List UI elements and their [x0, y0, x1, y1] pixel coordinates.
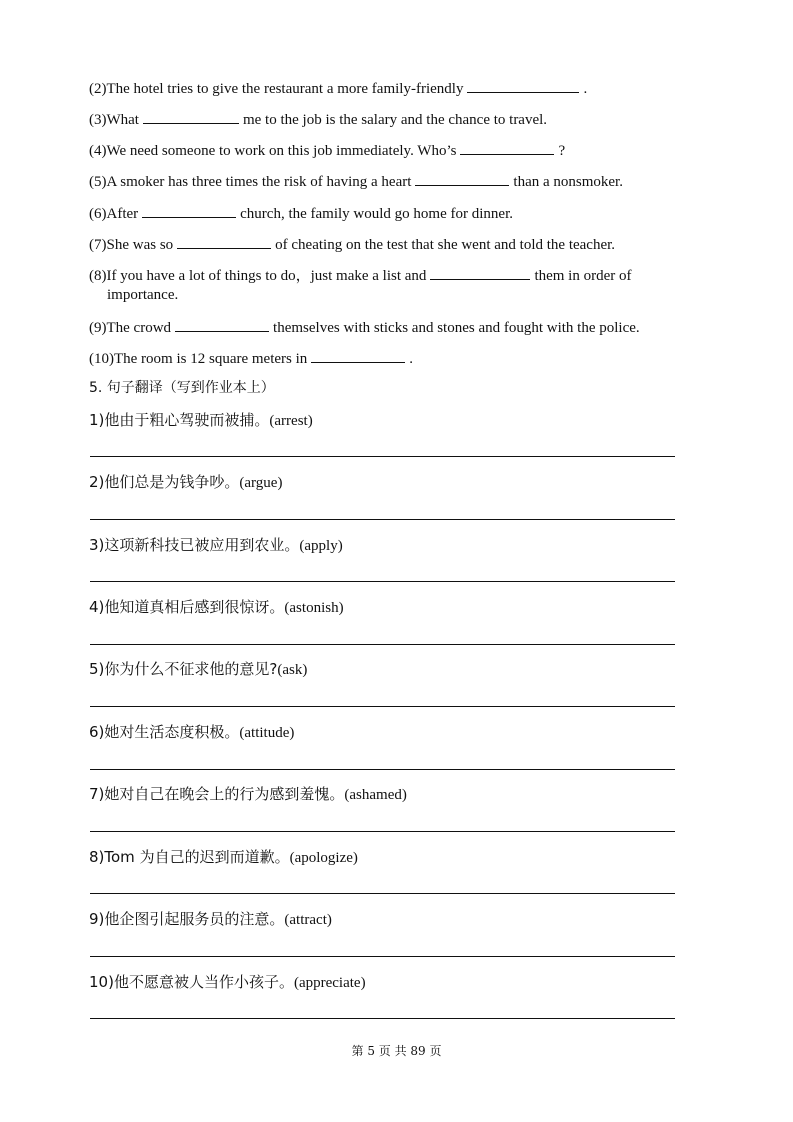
translation-prompt: 7)她对自己在晚会上的行为感到羞愧。 — [89, 785, 345, 803]
answer-line[interactable] — [90, 581, 675, 582]
translation-item-9 — [89, 910, 332, 929]
answer-line[interactable] — [90, 956, 675, 957]
answer-blank[interactable] — [415, 171, 509, 186]
answer-line[interactable] — [90, 706, 675, 707]
answer-line[interactable] — [90, 644, 675, 645]
translation-item-10 — [89, 973, 366, 992]
blank-item-8-continuation: importance. — [107, 287, 179, 303]
translation-item-6 — [89, 723, 294, 742]
blank-item-6 — [89, 203, 513, 223]
blank-item-10 — [89, 348, 413, 368]
answer-line[interactable] — [90, 519, 675, 520]
translation-prompt: 2)他们总是为钱争吵。 — [89, 473, 240, 491]
item-text-before: (4)We need someone to work on this job immediately. Who’s — [89, 143, 457, 159]
answer-blank[interactable] — [467, 78, 579, 93]
answer-line[interactable] — [90, 456, 675, 457]
translation-hint: (apologize) — [289, 850, 358, 866]
item-text-after: than a nonsmoker. — [513, 174, 623, 190]
item-text-before: (3)What — [89, 112, 139, 128]
blank-item-4 — [89, 140, 565, 160]
translation-item-1 — [89, 411, 313, 430]
translation-prompt: 4)他知道真相后感到很惊讶。 — [89, 598, 285, 616]
translation-prompt: 6)她对生活态度积极。 — [89, 723, 240, 741]
item-text-after: me to the job is the salary and the chance to travel. — [242, 112, 548, 128]
answer-blank[interactable] — [142, 203, 236, 218]
item-text-after: ? — [558, 143, 566, 159]
blank-item-8 — [89, 265, 632, 285]
item-text-before: (10)The room is 12 square meters in — [89, 351, 308, 367]
translation-item-5 — [89, 660, 307, 679]
item-text-after: of cheating on the test that she went and told the teacher. — [275, 237, 616, 253]
item-text-after: . — [583, 81, 588, 97]
item-text-after: church, the family would go home for dinner. — [240, 206, 513, 222]
translation-prompt: 1)他由于粗心驾驶而被捕。 — [89, 411, 270, 429]
translation-hint: (apply) — [299, 538, 343, 554]
translation-hint: (ask) — [277, 662, 308, 678]
blank-item-7 — [89, 234, 615, 254]
answer-blank[interactable] — [175, 317, 269, 332]
answer-line[interactable] — [90, 831, 675, 832]
translation-hint: (argue) — [239, 475, 283, 491]
translation-item-8 — [89, 848, 358, 867]
translation-hint: (attitude) — [239, 725, 295, 741]
translation-prompt: 10)他不愿意被人当作小孩子。 — [89, 973, 294, 991]
translation-item-3 — [89, 536, 343, 555]
page-footer: 第 5 页 共 89 页 — [351, 1044, 442, 1058]
translation-hint: (ashamed) — [344, 787, 407, 803]
answer-blank[interactable] — [311, 348, 405, 363]
translation-hint: (attract) — [284, 912, 332, 928]
answer-line[interactable] — [90, 1018, 675, 1019]
answer-blank[interactable] — [430, 265, 530, 280]
translation-hint: (appreciate) — [293, 975, 366, 991]
answer-blank[interactable] — [143, 109, 239, 124]
translation-prompt: 9)他企图引起服务员的注意。 — [89, 910, 285, 928]
blank-item-9 — [89, 317, 640, 337]
answer-line[interactable] — [90, 893, 675, 894]
item-text-after: themselves with sticks and stones and fought with the police. — [273, 320, 640, 336]
item-text-before: (7)She was so — [89, 237, 174, 253]
blank-item-2 — [89, 78, 587, 98]
item-text-after: . — [409, 351, 414, 367]
item-text-before: (9)The crowd — [89, 320, 172, 336]
item-text-before: (2)The hotel tries to give the restaurant a more family-friendly — [89, 81, 464, 97]
blank-item-5 — [89, 171, 623, 191]
translation-item-4 — [89, 598, 344, 617]
translation-prompt: 3)这项新科技已被应用到农业。 — [89, 536, 300, 554]
answer-line[interactable] — [90, 769, 675, 770]
blank-item-3 — [89, 109, 547, 129]
item-text-before: (5)A smoker has three times the risk of having a heart — [89, 174, 412, 190]
section-title: 5. 句子翻译（写到作业本上） — [89, 380, 275, 396]
translation-prompt: 8)Tom 为自己的迟到而道歉。 — [89, 848, 290, 866]
translation-hint: (astonish) — [284, 600, 344, 616]
item-text-before: (6)After — [89, 206, 139, 222]
item-text-before: (8)If you have a lot of things to do，just make a list and — [89, 268, 427, 284]
item-text-after: them in order of — [534, 268, 632, 284]
translation-prompt: 5)你为什么不征求他的意见? — [89, 660, 278, 678]
answer-blank[interactable] — [177, 234, 271, 249]
translation-item-7 — [89, 785, 407, 804]
translation-hint: (arrest) — [269, 413, 313, 429]
answer-blank[interactable] — [460, 140, 554, 155]
translation-item-2 — [89, 473, 282, 492]
